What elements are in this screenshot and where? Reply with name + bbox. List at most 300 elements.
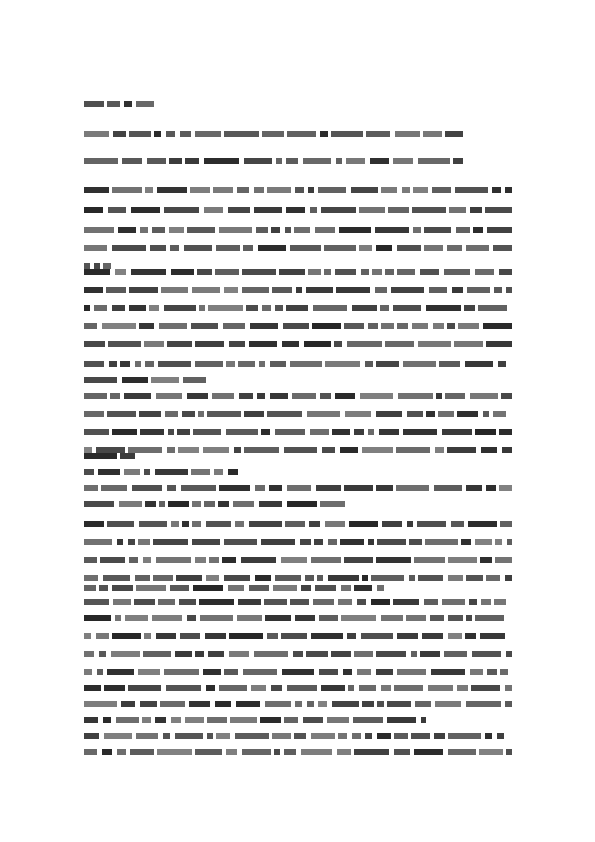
word-mark — [261, 429, 270, 435]
word-mark — [203, 669, 221, 675]
word-mark — [403, 361, 436, 367]
word-mark — [243, 669, 277, 675]
word-mark — [124, 101, 132, 107]
word-mark — [478, 305, 507, 311]
word-mark — [143, 651, 171, 657]
word-mark — [106, 287, 126, 293]
word-mark — [313, 305, 347, 311]
word-mark — [362, 575, 368, 581]
word-mark — [424, 245, 443, 251]
word-mark — [139, 521, 167, 527]
word-mark — [464, 305, 475, 311]
word-mark — [470, 207, 482, 213]
word-mark — [195, 651, 204, 657]
word-mark — [269, 485, 282, 491]
word-mark — [124, 469, 140, 475]
word-mark — [84, 669, 92, 675]
word-mark — [335, 393, 355, 399]
word-mark — [393, 305, 421, 311]
word-mark — [135, 575, 150, 581]
text-line — [84, 668, 512, 677]
word-mark — [347, 633, 356, 639]
text-line — [84, 614, 512, 623]
word-mark — [357, 599, 366, 605]
word-mark — [354, 749, 389, 755]
word-mark — [381, 187, 397, 193]
word-mark — [344, 485, 373, 491]
word-mark — [84, 287, 103, 293]
word-mark — [345, 411, 371, 417]
word-mark — [318, 701, 327, 707]
word-mark — [166, 685, 201, 691]
word-mark — [448, 733, 481, 739]
word-mark — [492, 187, 501, 193]
word-mark — [331, 651, 351, 657]
word-mark — [128, 539, 135, 545]
word-mark — [138, 539, 150, 545]
word-mark — [260, 717, 281, 723]
word-mark — [324, 245, 356, 251]
word-mark — [144, 341, 164, 347]
word-mark — [286, 207, 305, 213]
word-mark — [181, 485, 216, 491]
word-mark — [169, 158, 182, 164]
word-mark — [300, 539, 311, 545]
word-mark — [295, 701, 302, 707]
word-mark — [279, 269, 305, 275]
word-mark — [381, 685, 391, 691]
word-mark — [348, 685, 354, 691]
word-mark — [184, 245, 212, 251]
word-mark — [461, 539, 471, 545]
text-line — [84, 340, 512, 349]
text-line — [84, 360, 512, 369]
word-mark — [393, 158, 413, 164]
word-mark — [505, 187, 512, 193]
word-mark — [157, 749, 192, 755]
text-line — [84, 574, 512, 583]
text-line — [84, 304, 512, 313]
word-mark — [265, 701, 291, 707]
word-mark — [246, 305, 258, 311]
word-mark — [136, 101, 154, 107]
word-mark — [241, 557, 276, 563]
word-mark — [254, 651, 288, 657]
word-mark — [324, 269, 331, 275]
word-mark — [316, 485, 341, 491]
word-mark — [145, 187, 153, 193]
word-mark — [449, 207, 466, 213]
word-mark — [424, 227, 451, 233]
word-mark — [352, 733, 361, 739]
word-mark — [84, 158, 118, 164]
word-mark — [149, 305, 159, 311]
word-mark — [398, 393, 433, 399]
word-mark — [160, 701, 185, 707]
text-line — [84, 428, 512, 437]
text-line — [84, 500, 512, 509]
word-mark — [144, 469, 150, 475]
word-mark — [235, 733, 269, 739]
word-mark — [402, 187, 410, 193]
word-mark — [197, 269, 212, 275]
word-mark — [287, 501, 317, 507]
word-mark — [262, 131, 284, 137]
word-mark — [84, 341, 105, 347]
word-mark — [117, 539, 123, 545]
word-mark — [200, 615, 233, 621]
word-mark — [431, 669, 465, 675]
word-mark — [468, 521, 497, 527]
word-mark — [500, 669, 508, 675]
word-mark — [84, 585, 96, 591]
word-mark — [104, 733, 132, 739]
word-mark — [271, 227, 280, 233]
word-mark — [242, 749, 271, 755]
word-mark — [372, 269, 382, 275]
word-mark — [339, 227, 371, 233]
word-mark — [455, 187, 488, 193]
word-mark — [124, 393, 151, 399]
word-mark — [346, 158, 365, 164]
word-mark — [447, 323, 455, 329]
word-mark — [206, 575, 219, 581]
word-mark — [180, 131, 191, 137]
word-mark — [295, 187, 304, 193]
text-line — [84, 700, 512, 709]
word-mark — [370, 158, 389, 164]
word-mark — [107, 101, 120, 107]
word-mark — [187, 615, 196, 621]
word-mark — [156, 633, 176, 639]
word-mark — [207, 717, 227, 723]
word-mark — [169, 227, 184, 233]
word-mark — [179, 599, 196, 605]
word-mark — [122, 377, 148, 383]
word-mark — [422, 633, 443, 639]
word-mark — [415, 701, 431, 707]
word-mark — [368, 429, 374, 435]
word-mark — [131, 269, 166, 275]
word-mark — [397, 633, 418, 639]
word-mark — [418, 158, 450, 164]
word-mark — [294, 733, 306, 739]
word-mark — [110, 393, 120, 399]
word-mark — [84, 131, 109, 137]
word-mark — [237, 187, 249, 193]
word-mark — [192, 287, 220, 293]
word-mark — [381, 615, 403, 621]
word-mark — [307, 411, 340, 417]
word-mark — [320, 501, 345, 507]
word-mark — [267, 633, 278, 639]
word-mark — [129, 131, 151, 137]
word-mark — [204, 207, 223, 213]
word-mark — [290, 245, 321, 251]
word-mark — [136, 585, 166, 591]
word-mark — [377, 585, 384, 591]
word-mark — [506, 287, 512, 293]
word-mark — [303, 158, 331, 164]
word-mark — [365, 361, 373, 367]
word-mark — [224, 575, 250, 581]
word-mark — [409, 539, 422, 545]
word-mark — [139, 411, 161, 417]
word-mark — [397, 269, 415, 275]
word-mark — [115, 615, 121, 621]
word-mark — [233, 501, 254, 507]
word-mark — [139, 323, 154, 329]
word-mark — [506, 749, 512, 755]
word-mark — [377, 539, 406, 545]
word-mark — [453, 158, 463, 164]
word-mark — [442, 429, 472, 435]
word-mark — [444, 269, 470, 275]
word-mark — [282, 669, 314, 675]
word-mark — [448, 615, 463, 621]
text-line — [84, 732, 512, 741]
word-mark — [167, 341, 192, 347]
word-mark — [159, 323, 187, 329]
word-mark — [469, 599, 477, 605]
word-mark — [487, 227, 512, 233]
word-mark — [152, 615, 182, 621]
text-line — [84, 268, 512, 277]
word-mark — [311, 633, 343, 639]
word-mark — [499, 485, 512, 491]
word-mark — [320, 131, 328, 137]
word-mark — [414, 749, 443, 755]
word-mark — [458, 323, 479, 329]
word-mark — [182, 521, 189, 527]
word-mark — [301, 749, 332, 755]
word-mark — [319, 615, 338, 621]
word-mark — [140, 227, 148, 233]
text-line — [84, 748, 512, 757]
word-mark — [475, 269, 494, 275]
word-mark — [267, 411, 302, 417]
word-mark — [170, 245, 179, 251]
word-mark — [493, 245, 512, 251]
word-mark — [467, 287, 490, 293]
word-mark — [304, 341, 331, 347]
word-mark — [379, 429, 399, 435]
word-mark — [193, 429, 221, 435]
word-mark — [259, 501, 282, 507]
word-mark — [486, 485, 496, 491]
word-mark — [287, 685, 317, 691]
word-mark — [457, 685, 468, 691]
text-line — [84, 157, 512, 166]
word-mark — [276, 158, 282, 164]
word-mark — [337, 749, 351, 755]
word-mark — [334, 341, 342, 347]
word-mark — [349, 521, 378, 527]
word-mark — [242, 269, 276, 275]
word-mark — [397, 669, 426, 675]
word-mark — [192, 501, 201, 507]
word-mark — [295, 615, 315, 621]
word-mark — [412, 207, 446, 213]
word-mark — [150, 245, 166, 251]
word-mark — [487, 669, 497, 675]
word-mark — [338, 599, 352, 605]
word-mark — [161, 287, 188, 293]
word-mark — [319, 669, 338, 675]
word-mark — [131, 207, 160, 213]
word-mark — [107, 411, 136, 417]
text-line — [84, 226, 512, 235]
word-mark — [204, 158, 239, 164]
word-mark — [498, 361, 506, 367]
word-mark — [470, 669, 483, 675]
word-mark — [420, 651, 440, 657]
word-mark — [433, 323, 444, 329]
word-mark — [198, 411, 204, 417]
word-mark — [430, 615, 444, 621]
word-mark — [362, 701, 374, 707]
word-mark — [486, 341, 512, 347]
word-mark — [445, 393, 465, 399]
word-mark — [388, 207, 409, 213]
word-mark — [135, 361, 141, 367]
word-mark — [385, 269, 394, 275]
word-mark — [368, 323, 378, 329]
word-mark — [343, 669, 352, 675]
word-mark — [84, 469, 94, 475]
word-mark — [171, 521, 179, 527]
word-mark — [336, 287, 370, 293]
word-mark — [381, 323, 394, 329]
word-mark — [267, 187, 291, 193]
word-mark — [483, 323, 512, 329]
word-mark — [84, 361, 104, 367]
word-mark — [228, 207, 250, 213]
word-mark — [394, 685, 423, 691]
word-mark — [84, 453, 117, 459]
word-mark — [84, 701, 117, 707]
word-mark — [195, 557, 206, 563]
word-mark — [112, 245, 146, 251]
word-mark — [428, 685, 453, 691]
word-mark — [290, 599, 309, 605]
word-mark — [475, 615, 504, 621]
text-line — [84, 244, 512, 253]
word-mark — [219, 227, 252, 233]
word-mark — [359, 207, 385, 213]
word-mark — [442, 599, 465, 605]
word-mark — [273, 585, 297, 591]
word-mark — [432, 187, 451, 193]
word-mark — [176, 575, 202, 581]
word-mark — [351, 187, 378, 193]
word-mark — [294, 227, 310, 233]
word-mark — [311, 733, 335, 739]
text-line — [84, 322, 512, 331]
word-mark — [292, 393, 316, 399]
word-mark — [360, 393, 393, 399]
word-mark — [195, 341, 224, 347]
word-mark — [120, 453, 135, 459]
word-mark — [376, 411, 402, 417]
word-mark — [380, 305, 389, 311]
word-mark — [480, 557, 492, 563]
word-mark — [493, 411, 506, 417]
word-mark — [310, 429, 329, 435]
word-mark — [104, 685, 125, 691]
word-mark — [108, 341, 141, 347]
word-mark — [445, 131, 463, 137]
word-mark — [264, 599, 287, 605]
text-line — [84, 286, 512, 295]
word-mark — [368, 539, 374, 545]
word-mark — [305, 575, 314, 581]
word-mark — [344, 557, 373, 563]
word-mark — [113, 599, 131, 605]
word-mark — [224, 287, 238, 293]
word-mark — [109, 361, 117, 367]
word-mark — [120, 361, 130, 367]
word-mark — [145, 501, 156, 507]
word-mark — [155, 717, 166, 723]
word-mark — [475, 539, 492, 545]
word-mark — [412, 323, 428, 329]
word-mark — [156, 557, 191, 563]
word-mark — [507, 539, 512, 545]
word-mark — [275, 575, 301, 581]
word-mark — [84, 501, 114, 507]
word-mark — [479, 749, 503, 755]
word-mark — [331, 131, 363, 137]
word-mark — [361, 269, 369, 275]
word-mark — [434, 733, 445, 739]
word-mark — [219, 485, 250, 491]
word-mark — [159, 501, 165, 507]
word-mark — [164, 207, 199, 213]
word-mark — [164, 669, 199, 675]
text-line — [84, 100, 512, 109]
word-mark — [228, 469, 238, 475]
word-mark — [320, 393, 331, 399]
word-mark — [175, 733, 203, 739]
word-mark — [238, 361, 255, 367]
word-mark — [195, 131, 221, 137]
word-mark — [347, 341, 382, 347]
word-mark — [228, 585, 244, 591]
word-mark — [495, 557, 512, 563]
word-mark — [158, 599, 175, 605]
word-mark — [274, 749, 280, 755]
word-mark — [340, 539, 364, 545]
word-mark — [271, 685, 282, 691]
word-mark — [229, 651, 249, 657]
word-mark — [239, 393, 253, 399]
word-mark — [84, 377, 117, 383]
word-mark — [287, 485, 311, 491]
word-mark — [84, 485, 98, 491]
word-mark — [375, 287, 387, 293]
word-mark — [261, 539, 295, 545]
word-mark — [497, 733, 504, 739]
word-mark — [397, 245, 421, 251]
word-mark — [308, 269, 321, 275]
word-mark — [407, 411, 423, 417]
word-mark — [438, 411, 454, 417]
word-mark — [506, 651, 512, 657]
text-line — [84, 650, 512, 659]
word-mark — [224, 669, 238, 675]
word-mark — [470, 393, 498, 399]
